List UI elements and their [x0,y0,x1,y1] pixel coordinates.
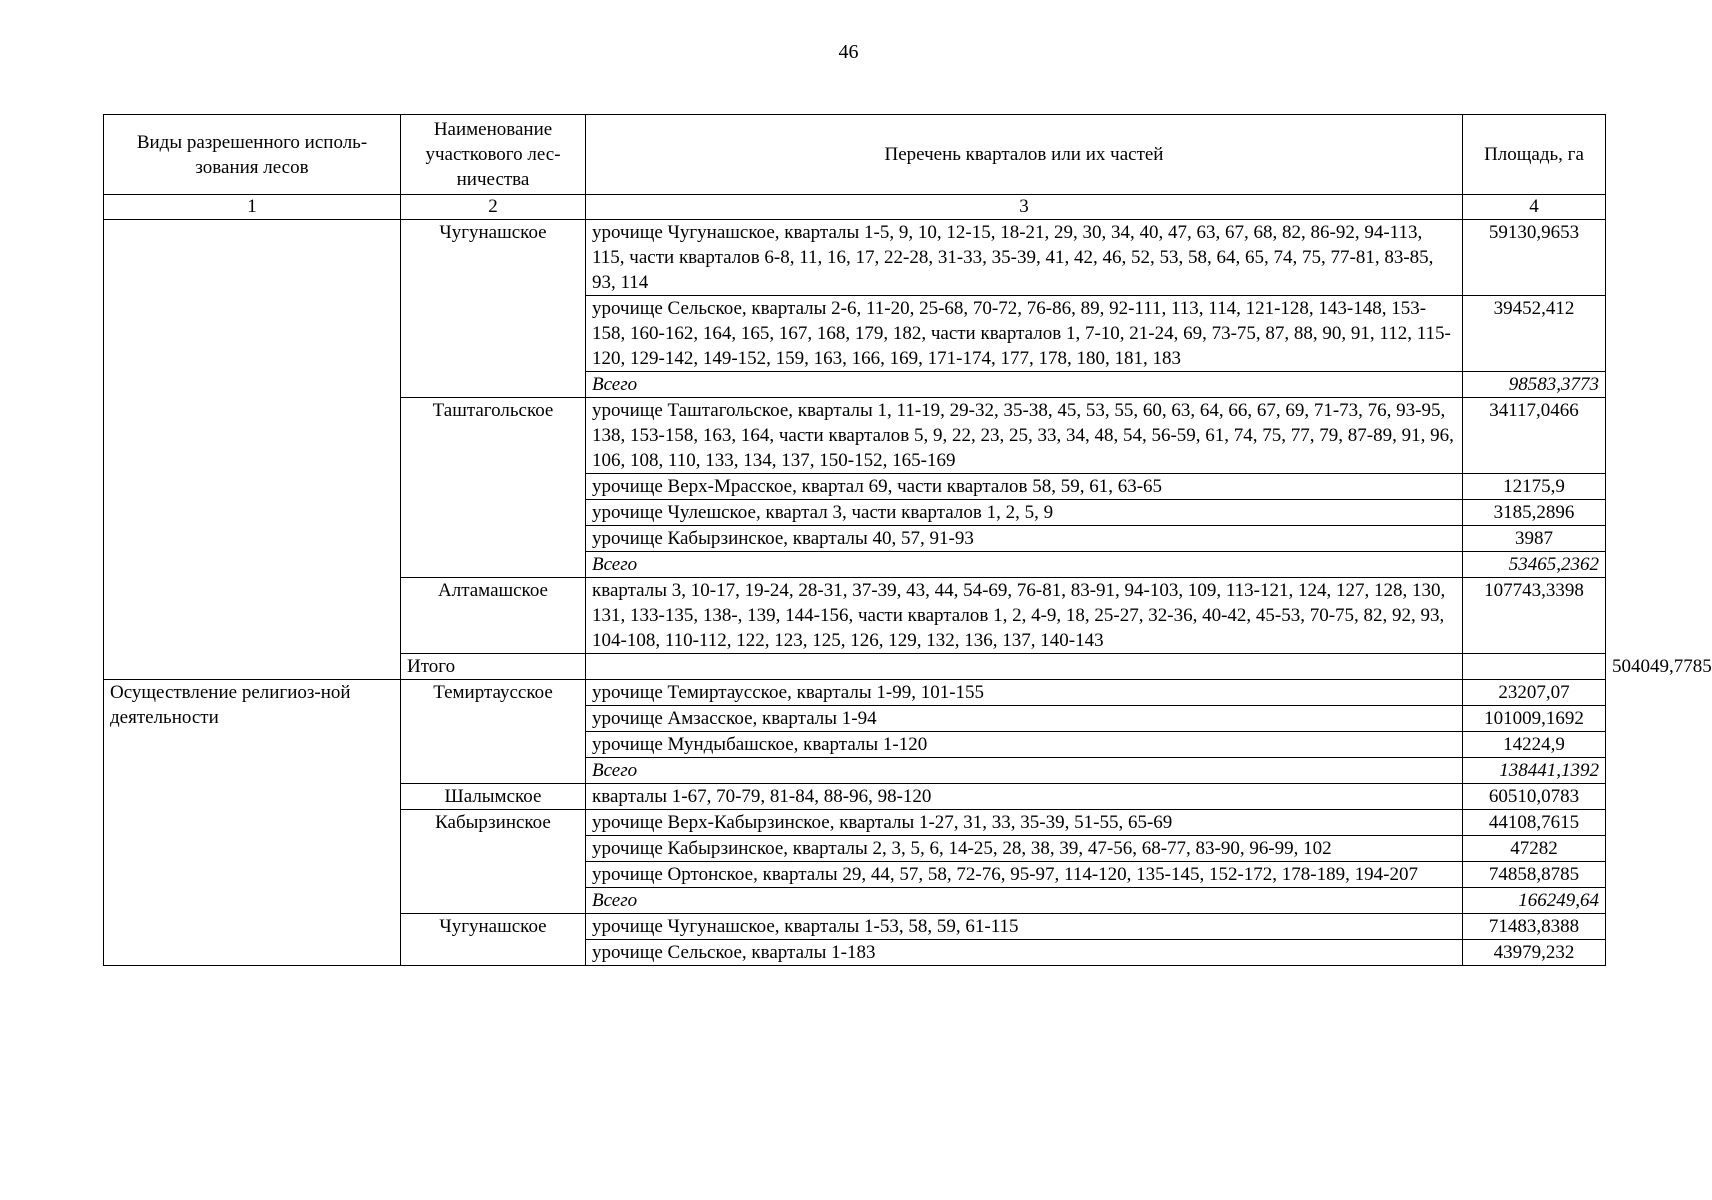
subtotal-area: 166249,64 [1463,888,1606,914]
column-number: 2 [401,195,586,220]
subtotal-label: Всего [586,758,1463,784]
forestry-name: Кабырзинское [401,810,586,914]
quarters-cell: урочище Сельское, кварталы 1-183 [586,940,1463,966]
quarters-cell: урочище Амзасское, кварталы 1-94 [586,706,1463,732]
quarters-cell: урочище Чугунашское, кварталы 1-5, 9, 10, 12-15, 18-21, 29, 30, 34, 40, 47, 63, 67, 68, 82, 86-92, 94-113, 115, части кварталов 6-8, 11, 16, 17, 22-28, 31-33, 35-39, 41, 42, 46, 52, 53, 58, 64, 65, 74, 75, 77-81, 83-85, 93, 114 [586,220,1463,296]
forestry-name: Алтамашское [401,578,586,654]
area-cell: 60510,0783 [1463,784,1606,810]
area-cell: 101009,1692 [1463,706,1606,732]
column-number: 1 [104,195,401,220]
area-cell: 14224,9 [1463,732,1606,758]
quarters-cell: урочище Верх-Мрасское, квартал 69, части кварталов 58, 59, 61, 63-65 [586,474,1463,500]
area-cell: 3987 [1463,526,1606,552]
quarters-cell: урочище Ортонское, кварталы 29, 44, 57, 58, 72-76, 95-97, 114-120, 135-145, 152-172, 178-189, 194-207 [586,862,1463,888]
area-cell: 12175,9 [1463,474,1606,500]
table-row [104,680,1606,706]
forestry-name: Чугунашское [401,220,586,398]
quarters-cell: урочище Кабырзинское, кварталы 40, 57, 91-93 [586,526,1463,552]
area-cell: 44108,7615 [1463,810,1606,836]
quarters-cell: урочище Сельское, кварталы 2-6, 11-20, 25-68, 70-72, 76-86, 89, 92-111, 113, 114, 121-128, 143-148, 153-158, 160-162, 164, 165, 167, 168, 179, 182, части кварталов 1, 7-10, 21-24, 69, 73-75, 87, 88, 90, 91, 112, 115-120, 129-142, 149-152, 159, 163, 166, 169, 171-174, 177, 178, 180, 181, 183 [586,296,1463,372]
forest-use-table [103,114,1712,966]
use-type-cell [104,220,401,680]
subtotal-label: Всего [586,888,1463,914]
area-cell: 23207,07 [1463,680,1606,706]
area-cell: 107743,3398 [1463,578,1606,654]
area-cell: 71483,8388 [1463,914,1606,940]
quarters-cell: урочище Чулешское, квартал 3, части кварталов 1, 2, 5, 9 [586,500,1463,526]
column-number: 4 [1463,195,1606,220]
area-cell: 39452,412 [1463,296,1606,372]
total-label: Итого [401,654,586,680]
subtotal-label: Всего [586,552,1463,578]
page-number: 46 [838,41,859,63]
area-cell: 47282 [1463,836,1606,862]
quarters-cell: урочище Чугунашское, кварталы 1-53, 58, 59, 61-115 [586,914,1463,940]
header-forestry-name: Наименование участкового лес-ничества [401,115,586,195]
quarters-cell: урочище Темиртаусское, кварталы 1-99, 101-155 [586,680,1463,706]
total-row: Итого 504049,7785 [104,654,1606,680]
forestry-name: Темиртаусское [401,680,586,784]
quarters-cell: кварталы 1-67, 70-79, 81-84, 88-96, 98-120 [586,784,1463,810]
subtotal-area: 138441,1392 [1463,758,1606,784]
area-cell: 59130,9653 [1463,220,1606,296]
table-row [104,220,1606,296]
quarters-cell: урочище Мундыбашское, кварталы 1-120 [586,732,1463,758]
quarters-cell: урочище Верх-Кабырзинское, кварталы 1-27, 31, 33, 35-39, 51-55, 65-69 [586,810,1463,836]
subtotal-area: 53465,2362 [1463,552,1606,578]
table-header-row [104,115,1606,195]
header-use-type: Виды разрешенного исполь-зования лесов [104,115,401,195]
header-quarters-list: Перечень кварталов или их частей [586,115,1463,195]
area-cell: 74858,8785 [1463,862,1606,888]
area-cell: 43979,232 [1463,940,1606,966]
empty-cell [586,654,1463,680]
header-area: Площадь, га [1463,115,1606,195]
area-cell: 3185,2896 [1463,500,1606,526]
forestry-name: Шалымское [401,784,586,810]
empty-cell [1463,654,1606,680]
column-number-row [104,195,1606,220]
forestry-name: Таштагольское [401,398,586,578]
subtotal-label: Всего [586,372,1463,398]
subtotal-area: 98583,3773 [1463,372,1606,398]
column-number: 3 [586,195,1463,220]
forestry-name: Чугунашское [401,914,586,966]
area-cell: 34117,0466 [1463,398,1606,474]
quarters-cell: кварталы 3, 10-17, 19-24, 28-31, 37-39, 43, 44, 54-69, 76-81, 83-91, 94-103, 109, 113-121, 124, 127, 128, 130, 131, 133-135, 138-, 139, 144-156, части кварталов 1, 2, 4-9, 18, 25-27, 32-36, 40-42, 45-53, 70-75, 82, 92, 93, 104-108, 110-112, 122, 123, 125, 126, 129, 132, 136, 137, 140-143 [586,578,1463,654]
quarters-cell: урочище Таштагольское, кварталы 1, 11-19, 29-32, 35-38, 45, 53, 55, 60, 63, 64, 66, 67, 69, 71-73, 76, 93-95, 138, 153-158, 163, 164, части кварталов 5, 9, 22, 23, 25, 33, 34, 48, 54, 56-59, 61, 74, 75, 77, 79, 87-89, 91, 96, 106, 108, 110, 133, 134, 137, 150-152, 165-169 [586,398,1463,474]
use-type-cell: Осуществление религиоз-ной деятельности [104,680,401,966]
quarters-cell: урочище Кабырзинское, кварталы 2, 3, 5, 6, 14-25, 28, 38, 39, 47-56, 68-77, 83-90, 96-99, 102 [586,836,1463,862]
